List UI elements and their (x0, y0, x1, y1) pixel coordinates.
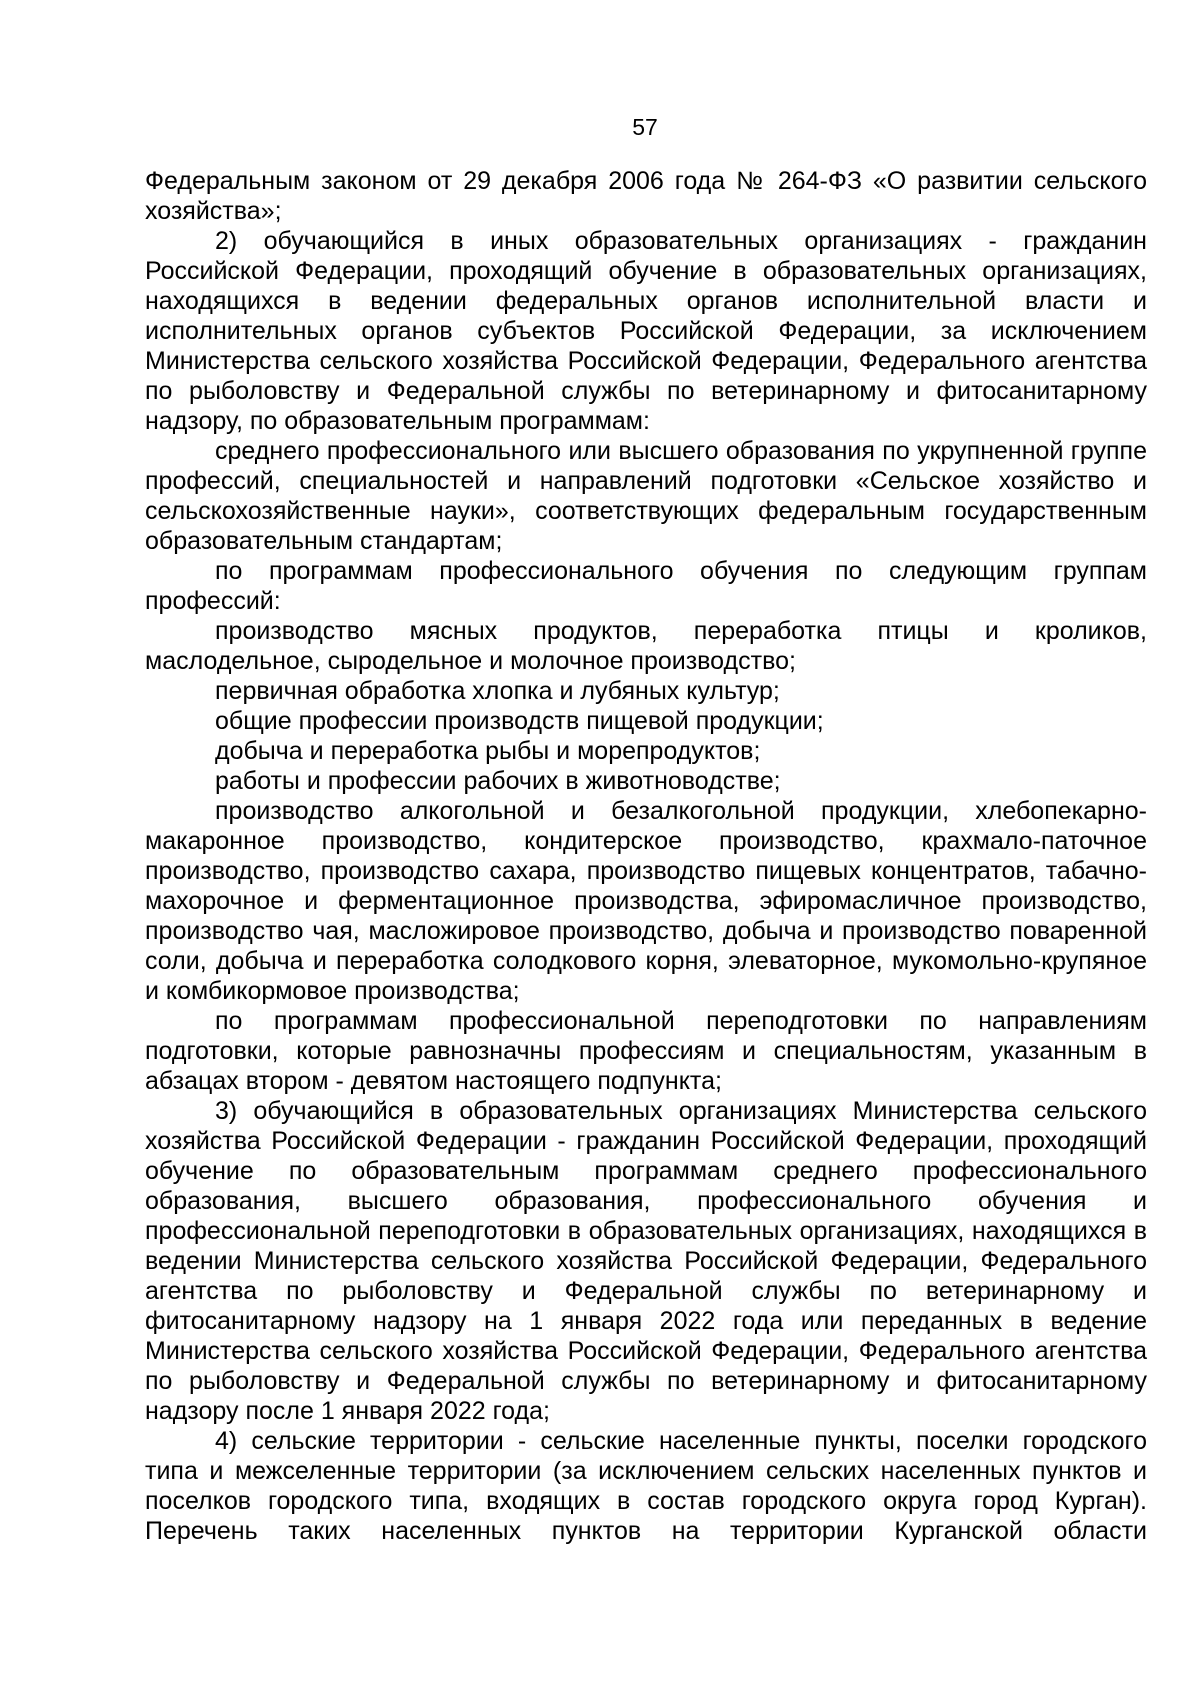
paragraph: Федеральным законом от 29 декабря 2006 года № 264-ФЗ «О развитии сельского хозяйства»; (145, 167, 1147, 225)
list-item: общие профессии производств пищевой продукции; (215, 707, 824, 735)
paragraph: по программам профессиональной переподготовки по направлениям подготовки, которые равнозначны профессиям и специальностям, указанным в абзацах втором - девятом настоящего подпункта; (145, 1007, 1147, 1095)
page-number: 57 (632, 114, 658, 140)
paragraph: 2) обучающийся в иных образовательных организациях - гражданин Российской Федерации, проходящий обучение в образовательных организациях, находящихся в ведении федеральных органов исполнительной власти и исполнительных органов субъектов Российской Федерации, за исключением Министерства сельского хозяйства Российской Федерации, Федерального агентства по рыболовству и Федеральной службы по ветеринарному и фитосанитарному надзору, по образовательным программам: (145, 227, 1147, 435)
list-item: первичная обработка хлопка и лубяных культур; (215, 677, 780, 705)
list-item: добыча и переработка рыбы и морепродуктов; (215, 737, 761, 765)
list-item: работы и профессии рабочих в животноводстве; (215, 767, 781, 795)
paragraph: производство мясных продуктов, переработка птицы и кроликов, маслодельное, сыродельное и молочное производство; (145, 617, 1147, 675)
paragraph: производство алкогольной и безалкогольной продукции, хлебопекарно-макаронное производство, кондитерское производство, крахмало-паточное производство, производство сахара, производство пищевых концентратов, табачно-махорочное и ферментационное производства, эфиромасличное производство, производство чая, масложировое производство, добыча и производство поваренной соли, добыча и переработка солодкового корня, элеваторное, мукомольно-крупяное и комбикормовое производства; (145, 797, 1147, 1005)
paragraph: по программам профессионального обучения по следующим группам профессий: (145, 557, 1147, 615)
paragraph: 4) сельские территории - сельские населенные пункты, поселки городского типа и межселенные территории (за исключением сельских населенных пунктов и поселков городского типа, входящих в состав городского округа город Курган). Перечень таких населенных пунктов на территории Курганской области (145, 1427, 1147, 1545)
paragraph: среднего профессионального или высшего образования по укрупненной группе профессий, специальностей и направлений подготовки «Сельское хозяйство и сельскохозяйственные науки», соответствующих федеральным государственным образовательным стандартам; (145, 437, 1147, 555)
document-body (145, 166, 1147, 1546)
paragraph: 3) обучающийся в образовательных организациях Министерства сельского хозяйства Российской Федерации - гражданин Российской Федерации, проходящий обучение по образовательным программам среднего профессионального образования, высшего образования, профессионального обучения и профессиональной переподготовки в образовательных организациях, находящихся в ведении Министерства сельского хозяйства Российской Федерации, Федерального агентства по рыболовству и Федеральной службы по ветеринарному и фитосанитарному надзору на 1 января 2022 года или переданных в ведение Министерства сельского хозяйства Российской Федерации, Федерального агентства по рыболовству и Федеральной службы по ветеринарному и фитосанитарному надзору после 1 января 2022 года; (145, 1097, 1147, 1425)
